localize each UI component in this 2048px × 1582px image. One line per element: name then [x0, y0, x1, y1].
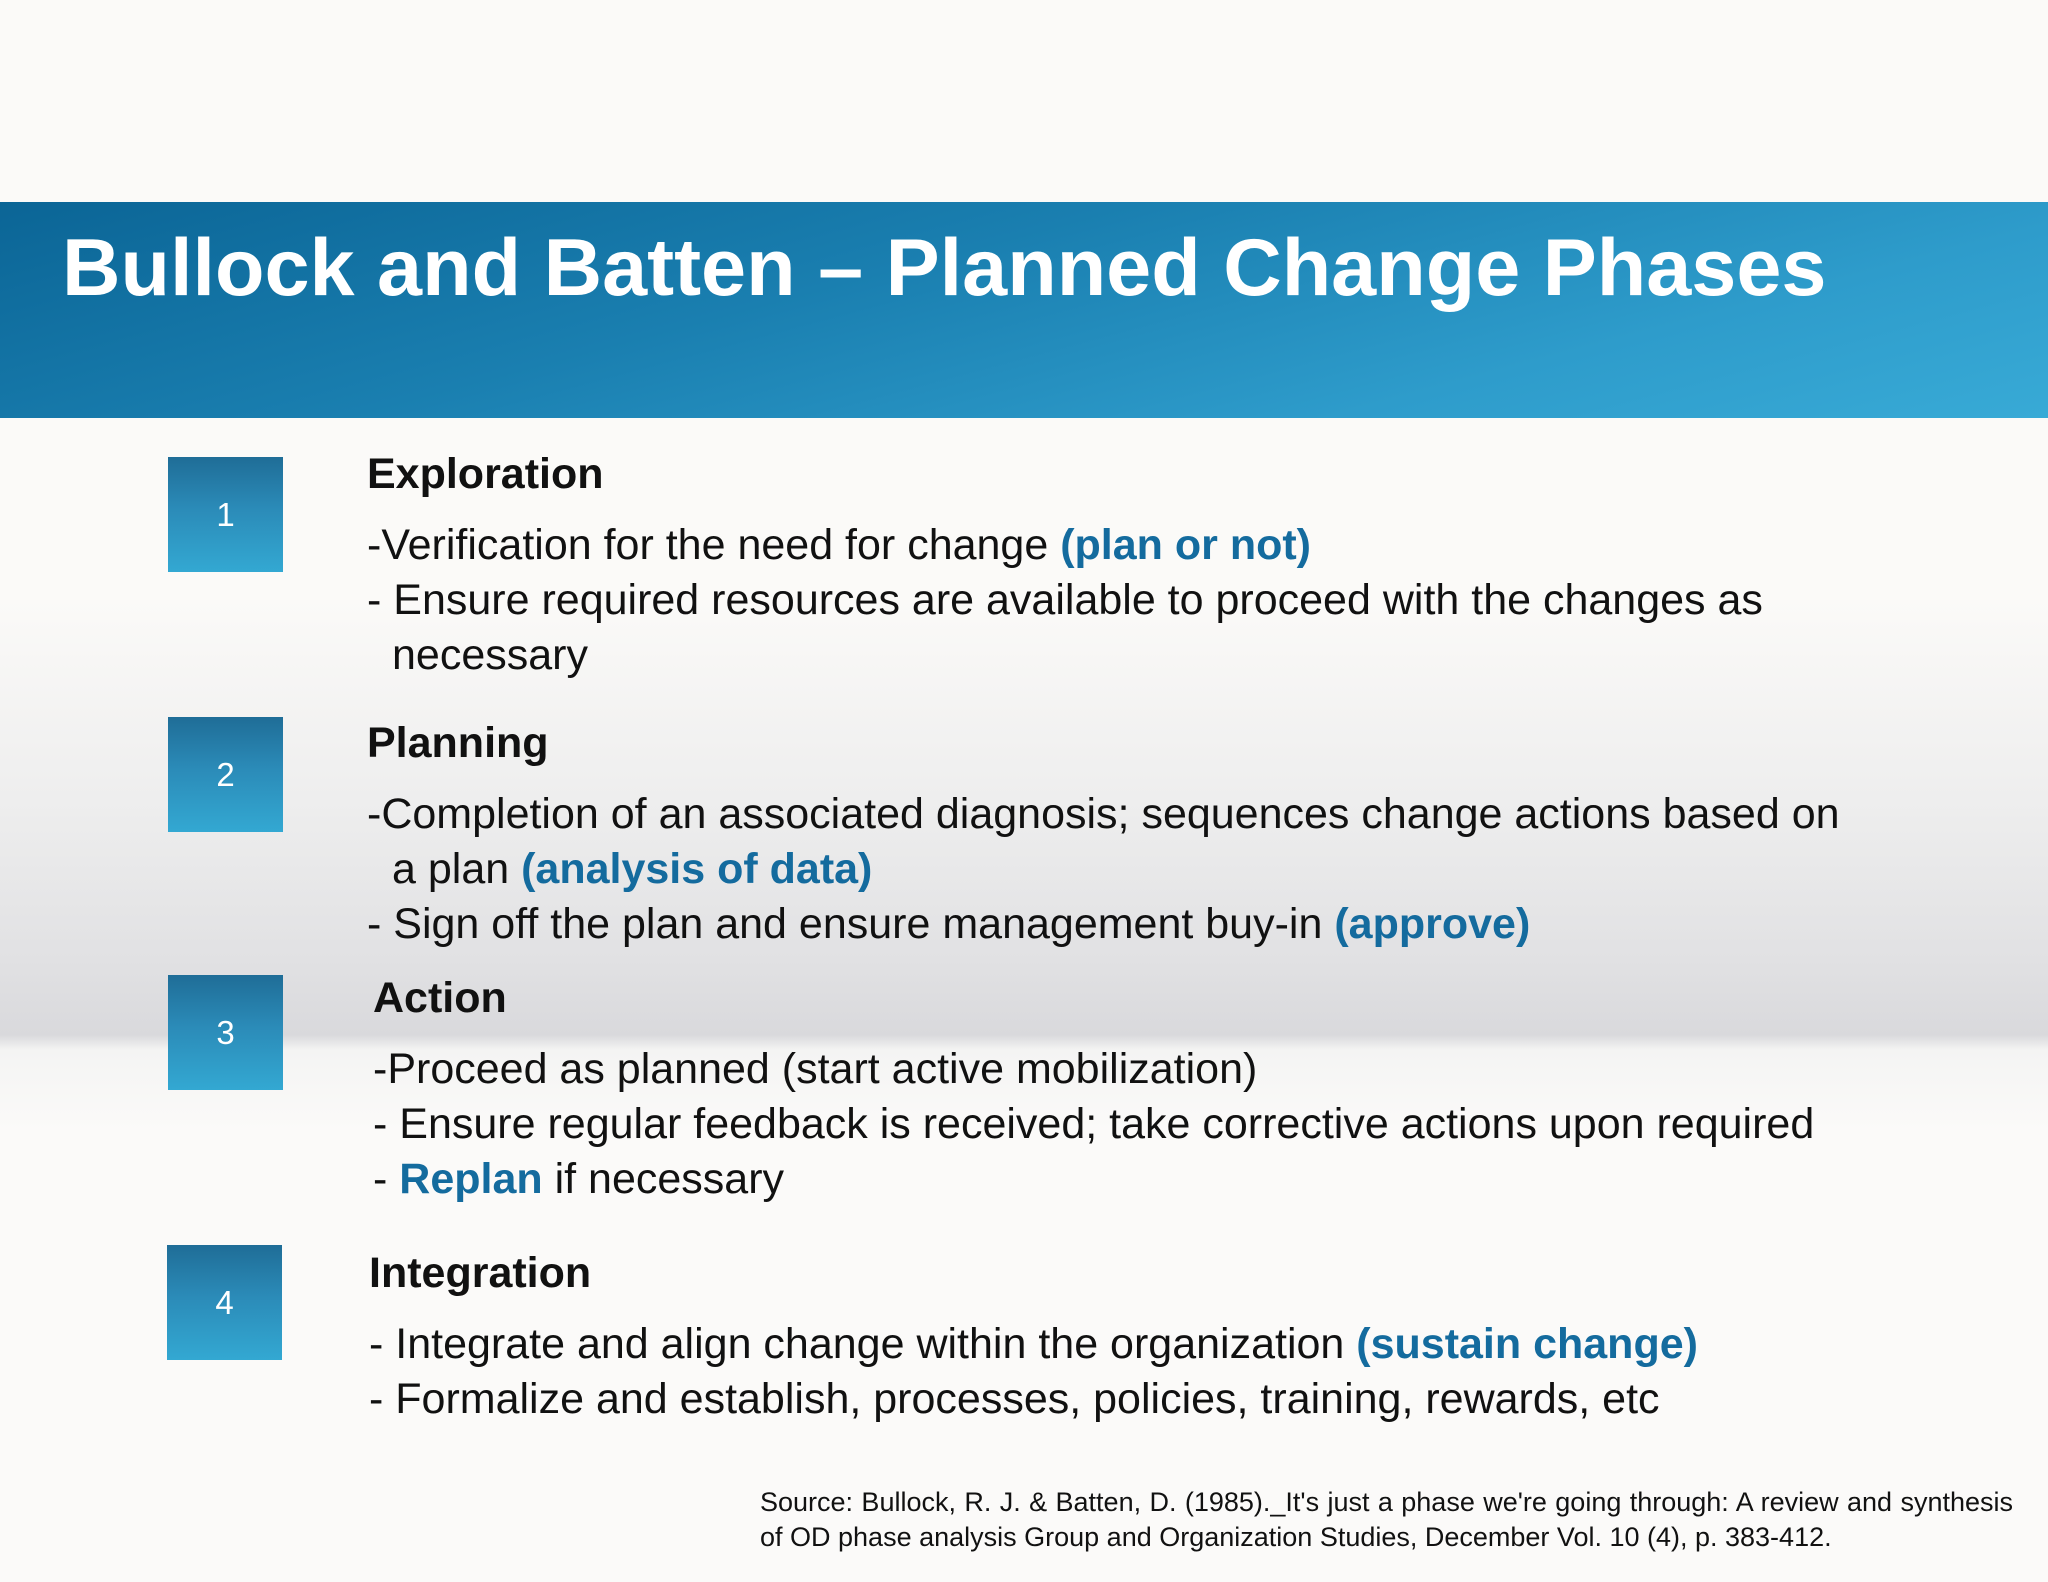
phase-number-box-2: 2	[168, 717, 283, 832]
phase-bullet: -Completion of an associated diagnosis; sequences change actions based on	[367, 790, 1840, 838]
bullet-text: - Sign off the plan and ensure management buy-in	[367, 900, 1335, 948]
slide-title: Bullock and Batten – Planned Change Phases	[62, 223, 1827, 313]
phase-action	[373, 972, 1814, 1207]
phase-number-box-1: 1	[168, 457, 283, 572]
phase-exploration	[367, 448, 1763, 683]
phase-bullet: - Ensure required resources are available to proceed with the changes as	[367, 576, 1763, 624]
phase-title: Exploration	[367, 450, 604, 498]
bullet-highlight: (plan or not)	[1060, 521, 1311, 569]
phase-number-box-4: 4	[167, 1245, 282, 1360]
bullet-text: -	[373, 1155, 400, 1203]
bullet-highlight: (sustain change)	[1356, 1320, 1698, 1368]
phase-title: Action	[373, 974, 507, 1022]
bullet-text: a plan	[392, 845, 522, 893]
phase-bullet	[373, 1152, 1814, 1207]
bullet-highlight: (analysis of data)	[521, 845, 873, 893]
phase-title: Planning	[367, 719, 549, 767]
phase-number-box-3: 3	[168, 975, 283, 1090]
bullet-text: - Integrate and align change within the organization	[369, 1320, 1357, 1368]
phase-title: Integration	[369, 1249, 592, 1297]
phase-planning	[367, 717, 1840, 952]
phase-bullet-continuation	[367, 842, 1840, 897]
source-citation: Source: Bullock, R. J. & Batten, D. (1985)._It's just a phase we're going through: A review and synthesis of OD phase analysis Group and Organization Studies, December Vol. 10 (4), p. 383-412.	[760, 1487, 2013, 1552]
phase-bullet-continuation: necessary	[392, 631, 588, 679]
bullet-text: if necessary	[542, 1155, 785, 1203]
phase-bullet	[367, 897, 1840, 952]
phase-bullet	[367, 518, 1763, 573]
bullet-highlight: (approve)	[1334, 900, 1531, 948]
phase-bullet: - Ensure regular feedback is received; take corrective actions upon required	[373, 1100, 1815, 1148]
bullet-text: -Verification for the need for change	[367, 521, 1061, 569]
phase-bullet: - Formalize and establish, processes, policies, training, rewards, etc	[369, 1375, 1660, 1423]
title-band	[0, 202, 2048, 418]
phase-integration	[369, 1247, 1698, 1427]
phase-bullet: -Proceed as planned (start active mobilization)	[373, 1045, 1258, 1093]
bullet-highlight: Replan	[399, 1155, 543, 1203]
phase-bullet	[369, 1317, 1698, 1372]
